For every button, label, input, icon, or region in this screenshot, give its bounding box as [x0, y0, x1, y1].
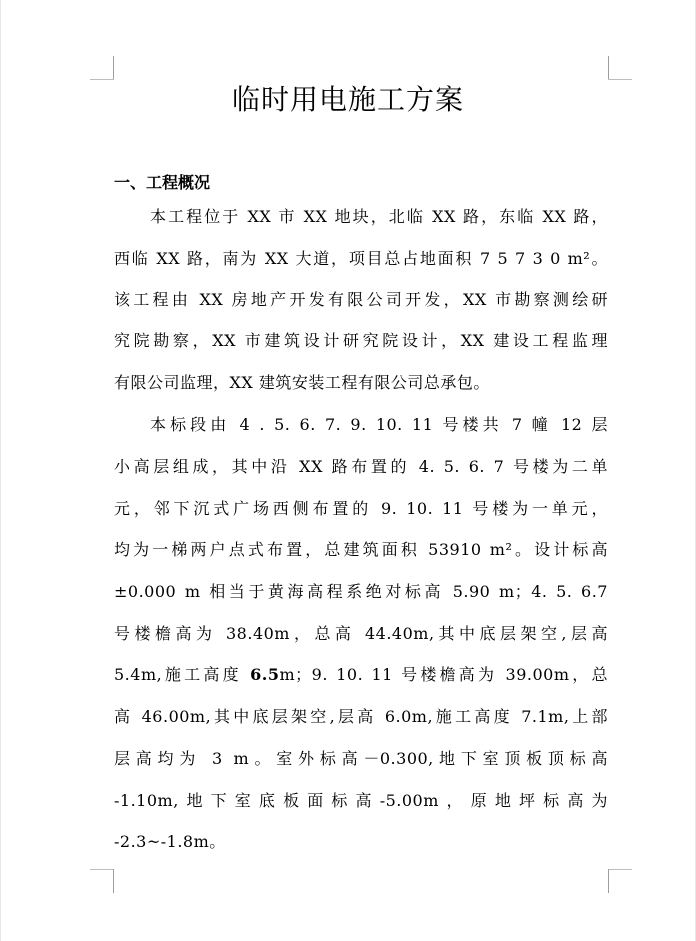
paragraph-line: 层高均为 3 m。室外标高－0.300,地下室顶板顶标高 — [114, 749, 608, 768]
paragraph-line: 有限公司监理，XX 建筑安装工程有限公司总承包。 — [114, 373, 490, 392]
paragraph-line: 高 46.00m,其中底层架空,层高 6.0m,施工高度 7.1m,上部 — [114, 707, 608, 726]
paragraph-line: 均为一梯两户点式布置，总建筑面积 53910 m²。设计标高 — [114, 540, 608, 559]
paragraph-line: -1.10m,地下室底板面标高-5.00m，原地坪标高为 — [114, 791, 608, 810]
document-title: 临时用电施工方案 — [231, 83, 464, 116]
paragraph-line: 小高层组成，其中沿 XX 路布置的 4. 5. 6. 7 号楼为二单 — [114, 457, 608, 476]
paragraph-line: ±0.000 m 相当于黄海高程系绝对标高 5.90 m；4. 5. 6.7 — [114, 582, 608, 601]
page-left-edge — [0, 0, 1, 941]
paragraph-line: 西临 XX 路，南为 XX 大道，项目总占地面积 7 5 7 3 0 m²。 — [114, 249, 608, 268]
paragraph-line: 本标段由 4 . 5. 6. 7. 9. 10. 11 号楼共 7 幢 12 层 — [150, 415, 608, 434]
paragraph-line: 5.4m,施工高度 6.5m；9. 10. 11 号楼檐高为 39.00m，总 — [114, 665, 608, 684]
paragraph-line: 号楼檐高为 38.40m，总高 44.40m,其中底层架空,层高 — [114, 624, 608, 643]
paragraph-line: 该工程由 XX 房地产开发有限公司开发，XX 市勘察测绘研 — [114, 290, 608, 309]
paragraph-line: 究院勘察，XX 市建筑设计研究院设计，XX 建设工程监理 — [114, 331, 608, 350]
bold-value: 6.5 — [250, 665, 280, 684]
paragraph-line: -2.3~-1.8m。 — [114, 832, 226, 851]
section-heading: 一、工程概况 — [114, 173, 211, 192]
paragraph-line: 元，邻下沉式广场西侧布置的 9. 10. 11 号楼为一单元， — [114, 499, 608, 518]
paragraph-line: 本工程位于 XX 市 XX 地块，北临 XX 路，东临 XX 路， — [150, 207, 608, 226]
